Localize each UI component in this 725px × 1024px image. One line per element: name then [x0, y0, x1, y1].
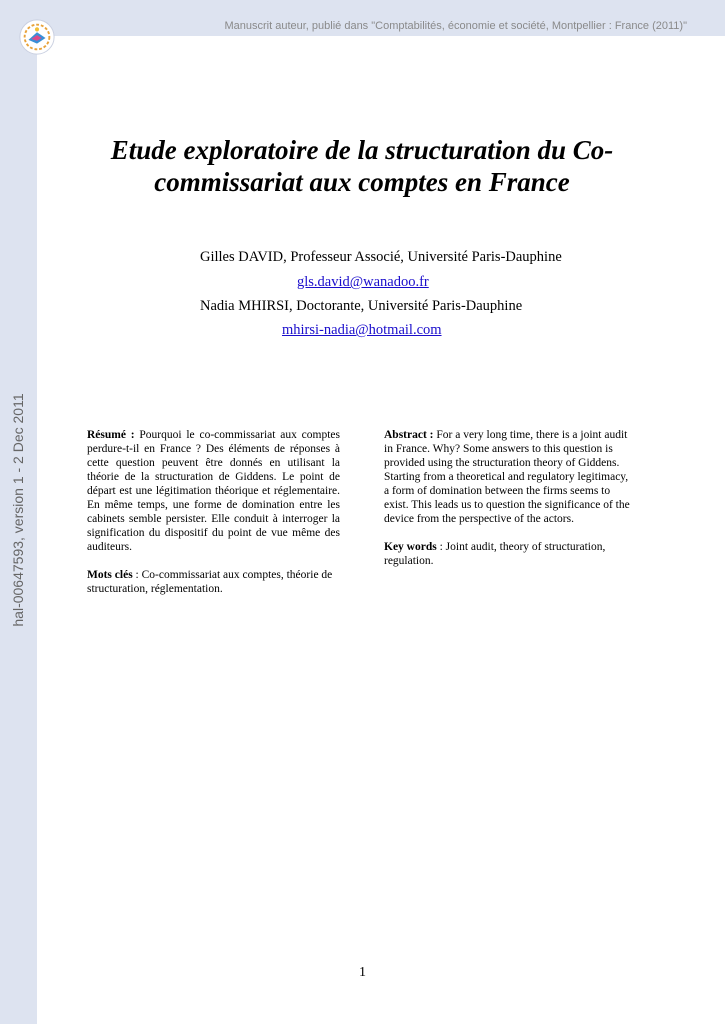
- resume-paragraph: [87, 428, 340, 554]
- author-2-email-row: [282, 322, 442, 339]
- author-2-email-link[interactable]: mhirsi-nadia@hotmail.com: [282, 322, 442, 338]
- hal-identifier: hal-00647593, version 1 - 2 Dec 2011: [10, 393, 26, 627]
- title-line-2: commissariat aux comptes en France: [154, 167, 570, 197]
- mots-cles-text: : Co-commissariat aux comptes, théorie de structuration, réglementation.: [87, 569, 333, 595]
- abstract-column: [384, 428, 634, 582]
- key-words-label: Key words: [384, 541, 437, 553]
- page-number: 1: [359, 965, 366, 980]
- abstract-label: Abstract :: [384, 429, 434, 441]
- mots-cles-label: Mots clés: [87, 569, 133, 581]
- key-words-paragraph: [384, 540, 634, 568]
- resume-label: Résumé :: [87, 429, 135, 441]
- resume-column: [87, 428, 340, 610]
- mots-cles-paragraph: [87, 568, 340, 596]
- abstract-text: For a very long time, there is a joint audit in France. Why? Some answers to this question is provided using the structuration theory of Giddens. Starting from a theoretical and regulatory legitimacy, a form of domination between the firms seems to exist. This leads us to question the significance of the device from the perspective of the actors.: [384, 429, 630, 525]
- hal-logo-icon: [18, 18, 56, 56]
- author-2: Nadia MHIRSI, Doctorante, Université Paris-Dauphine: [200, 298, 523, 314]
- author-1-email-link[interactable]: gls.david@wanadoo.fr: [297, 274, 429, 290]
- publication-note: Manuscrit auteur, publié dans "Comptabilités, économie et société, Montpellier : France (2011)": [224, 20, 687, 32]
- abstract-paragraph: [384, 428, 634, 526]
- title-line-1: Etude exploratoire de la structuration du Co-: [110, 135, 614, 165]
- key-words-text: : Joint audit, theory of structuration, regulation.: [384, 541, 606, 567]
- paper-title: [60, 134, 664, 198]
- author-1: Gilles DAVID, Professeur Associé, Université Paris-Dauphine: [200, 249, 562, 265]
- resume-text: Pourquoi le co-commissariat aux comptes perdure-t-il en France ? Des éléments de réponses à cette question peuvent être donnés en utilisant la théorie de la structuration de Giddens. Le point de départ est une légitimation théorique et réglementaire. En même temps, une forme de domination entre les cabinets semble persister. Elle conduit à interroger la signification du dispositif du point de vue même des auditeurs.: [87, 429, 340, 553]
- author-1-email-row: [297, 274, 429, 291]
